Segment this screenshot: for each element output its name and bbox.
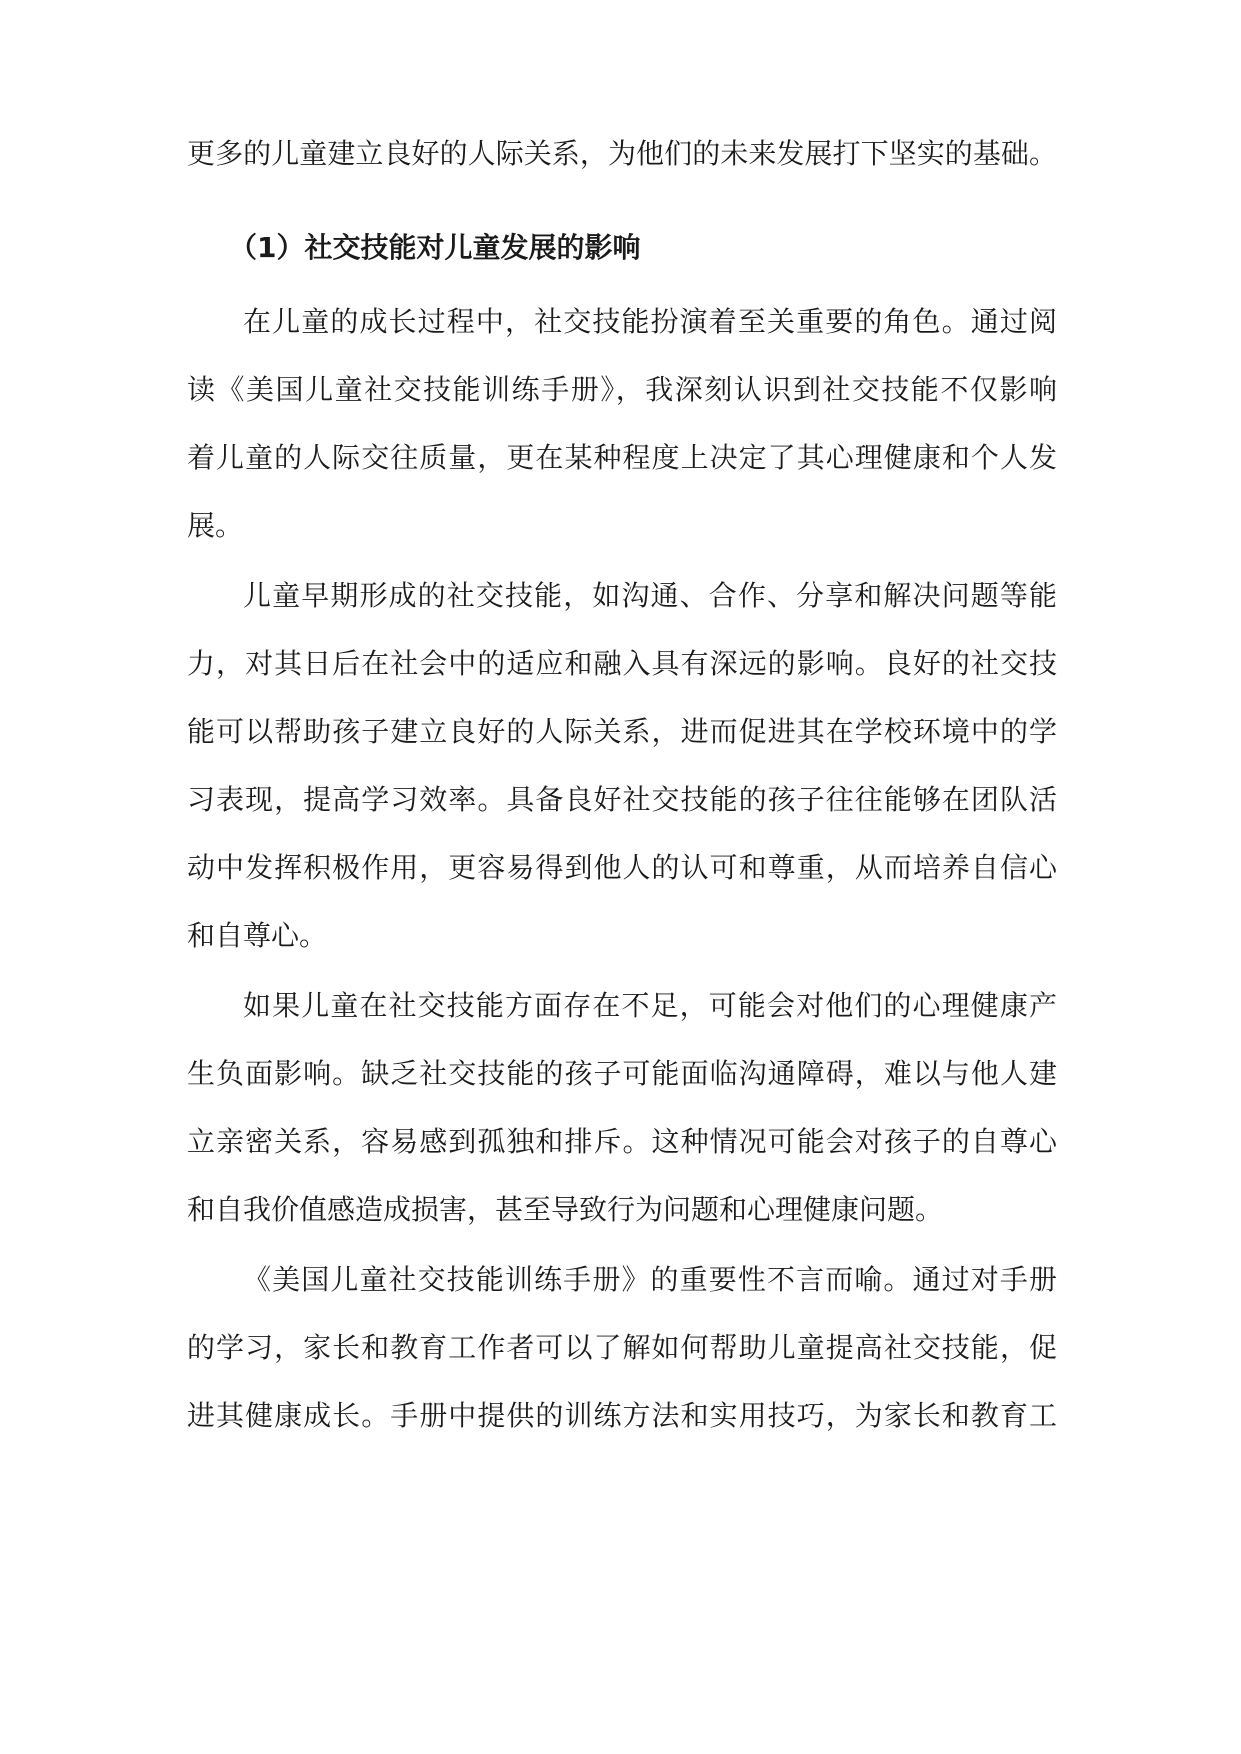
paragraph-line: 生负面影响。缺乏社交技能的孩子可能面临沟通障碍，难以与他人建 xyxy=(187,1057,1057,1090)
paragraph-line: 进其健康成长。手册中提供的训练方法和实用技巧，为家长和教育工 xyxy=(187,1399,1057,1432)
paragraph-line: 动中发挥积极作用，更容易得到他人的认可和尊重，从而培养自信心 xyxy=(187,851,1057,884)
paragraph-line: 和自尊心。 xyxy=(187,919,328,952)
section-heading: （1）社交技能对儿童发展的影响 xyxy=(229,231,641,264)
paragraph-line: 着儿童的人际交往质量，更在某种程度上决定了其心理健康和个人发 xyxy=(187,441,1057,474)
paragraph-line: 的学习，家长和教育工作者可以了解如何帮助儿童提高社交技能，促 xyxy=(187,1331,1057,1364)
paragraph-line: 在儿童的成长过程中，社交技能扮演着至关重要的角色。通过阅 xyxy=(243,305,1057,338)
paragraph-line: 展。 xyxy=(187,509,244,542)
paragraph-line: 能可以帮助孩子建立良好的人际关系，进而促进其在学校环境中的学 xyxy=(187,715,1057,748)
paragraph-line: 力，对其日后在社会中的适应和融入具有深远的影响。良好的社交技 xyxy=(187,647,1057,680)
paragraph-line: 读《美国儿童社交技能训练手册》，我深刻认识到社交技能不仅影响 xyxy=(187,373,1057,406)
paragraph-line: 《美国儿童社交技能训练手册》的重要性不言而喻。通过对手册 xyxy=(243,1263,1057,1296)
paragraph-line: 习表现，提高学习效率。具备良好社交技能的孩子往往能够在团队活 xyxy=(187,783,1057,816)
paragraph-line: 和自我价值感造成损害，甚至导致行为问题和心理健康问题。 xyxy=(187,1193,944,1226)
paragraph-line: 立亲密关系，容易感到孤独和排斥。这种情况可能会对孩子的自尊心 xyxy=(187,1125,1057,1158)
paragraph-line: 更多的儿童建立良好的人际关系，为他们的未来发展打下坚实的基础。 xyxy=(187,137,1057,170)
paragraph-line: 儿童早期形成的社交技能，如沟通、合作、分享和解决问题等能 xyxy=(243,579,1057,612)
paragraph-line: 如果儿童在社交技能方面存在不足，可能会对他们的心理健康产 xyxy=(243,989,1057,1022)
